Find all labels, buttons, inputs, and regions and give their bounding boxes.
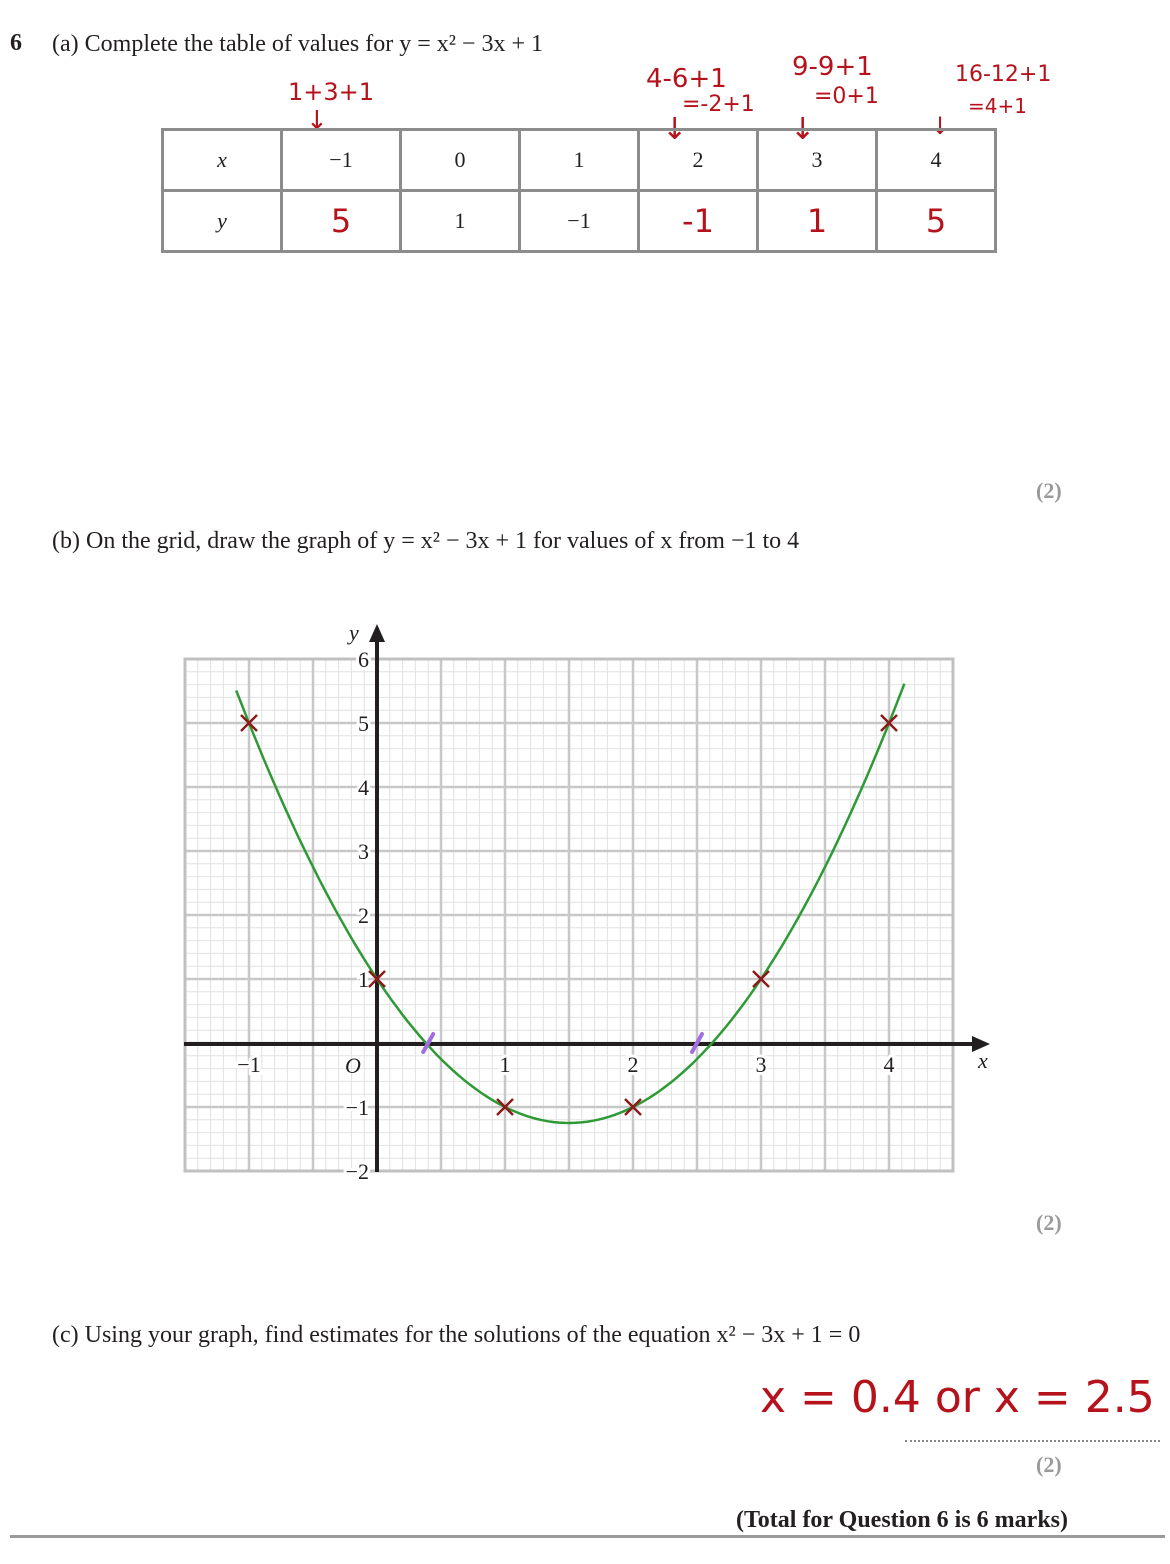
part-b-text: (b) On the grid, draw the graph of y = x² − 3x + 1 for values of x from −1 to 4: [52, 528, 800, 554]
x-tick-label: −1: [237, 1052, 261, 1077]
x-header: x: [163, 130, 282, 191]
y-cell-answer[interactable]: -1: [639, 191, 758, 252]
working-2a: 4-6+1: [646, 64, 727, 94]
y-row: [163, 191, 996, 252]
marks-a: (2): [1036, 478, 1062, 503]
part-c-answer[interactable]: x = 0.4 or x = 2.5: [760, 1372, 1155, 1423]
working-4b: =4+1: [968, 94, 1027, 118]
y-tick-label: 4: [358, 775, 369, 800]
x-cell: 4: [877, 130, 996, 191]
x-axis-label: x: [978, 1048, 988, 1073]
origin-label: O: [345, 1053, 361, 1078]
working-2b: =-2+1: [682, 92, 755, 117]
parabola-curve: [236, 684, 904, 1123]
x-cell: 2: [639, 130, 758, 191]
marks-b: (2): [1036, 1210, 1062, 1235]
x-cell: −1: [282, 130, 401, 191]
graph: [0, 600, 1170, 1200]
y-tick-label: −1: [345, 1095, 369, 1120]
y-cell: 1: [401, 191, 520, 252]
y-cell-answer[interactable]: 1: [758, 191, 877, 252]
arrow-4: ↓: [930, 112, 951, 140]
marks-c: (2): [1036, 1452, 1062, 1477]
x-cell: 1: [520, 130, 639, 191]
y-tick-label: 1: [358, 967, 369, 992]
values-table: [161, 128, 997, 253]
y-cell: −1: [520, 191, 639, 252]
x-tick-label: 4: [883, 1052, 895, 1077]
y-tick-label: 5: [358, 711, 369, 736]
y-tick-label: −2: [345, 1159, 369, 1184]
working-1: 1+3+1: [288, 78, 375, 106]
answer-line: [905, 1440, 1160, 1442]
x-tick-label: 3: [755, 1052, 767, 1077]
arrow-3: ↓: [790, 112, 816, 147]
y-axis-label: y: [349, 620, 359, 645]
x-tick-label: 1: [499, 1052, 511, 1077]
arrow-1: ↓: [306, 106, 328, 136]
working-3b: =0+1: [814, 84, 879, 109]
y-header: y: [163, 191, 282, 252]
x-row: [163, 130, 996, 191]
y-cell-answer[interactable]: 5: [282, 191, 401, 252]
x-cell: 3: [758, 130, 877, 191]
working-4a: 16-12+1: [955, 62, 1052, 87]
question-total: (Total for Question 6 is 6 marks): [735, 1507, 1068, 1533]
bottom-rule: [10, 1535, 1165, 1538]
y-tick-label: 2: [358, 903, 369, 928]
y-tick-label: 3: [358, 839, 369, 864]
y-tick-label: 6: [358, 647, 369, 672]
x-tick-label: 2: [627, 1052, 639, 1077]
x-cell: 0: [401, 130, 520, 191]
y-axis-arrow: [369, 624, 385, 642]
arrow-2: ↓: [662, 112, 688, 147]
working-3a: 9-9+1: [792, 52, 873, 82]
y-cell-answer[interactable]: 5: [877, 191, 996, 252]
question-number: 6: [10, 30, 22, 56]
part-a-text: (a) Complete the table of values for y = x² − 3x + 1: [52, 31, 544, 57]
part-c-text: (c) Using your graph, find estimates for the solutions of the equation x² − 3x + 1 = 0: [52, 1322, 861, 1348]
